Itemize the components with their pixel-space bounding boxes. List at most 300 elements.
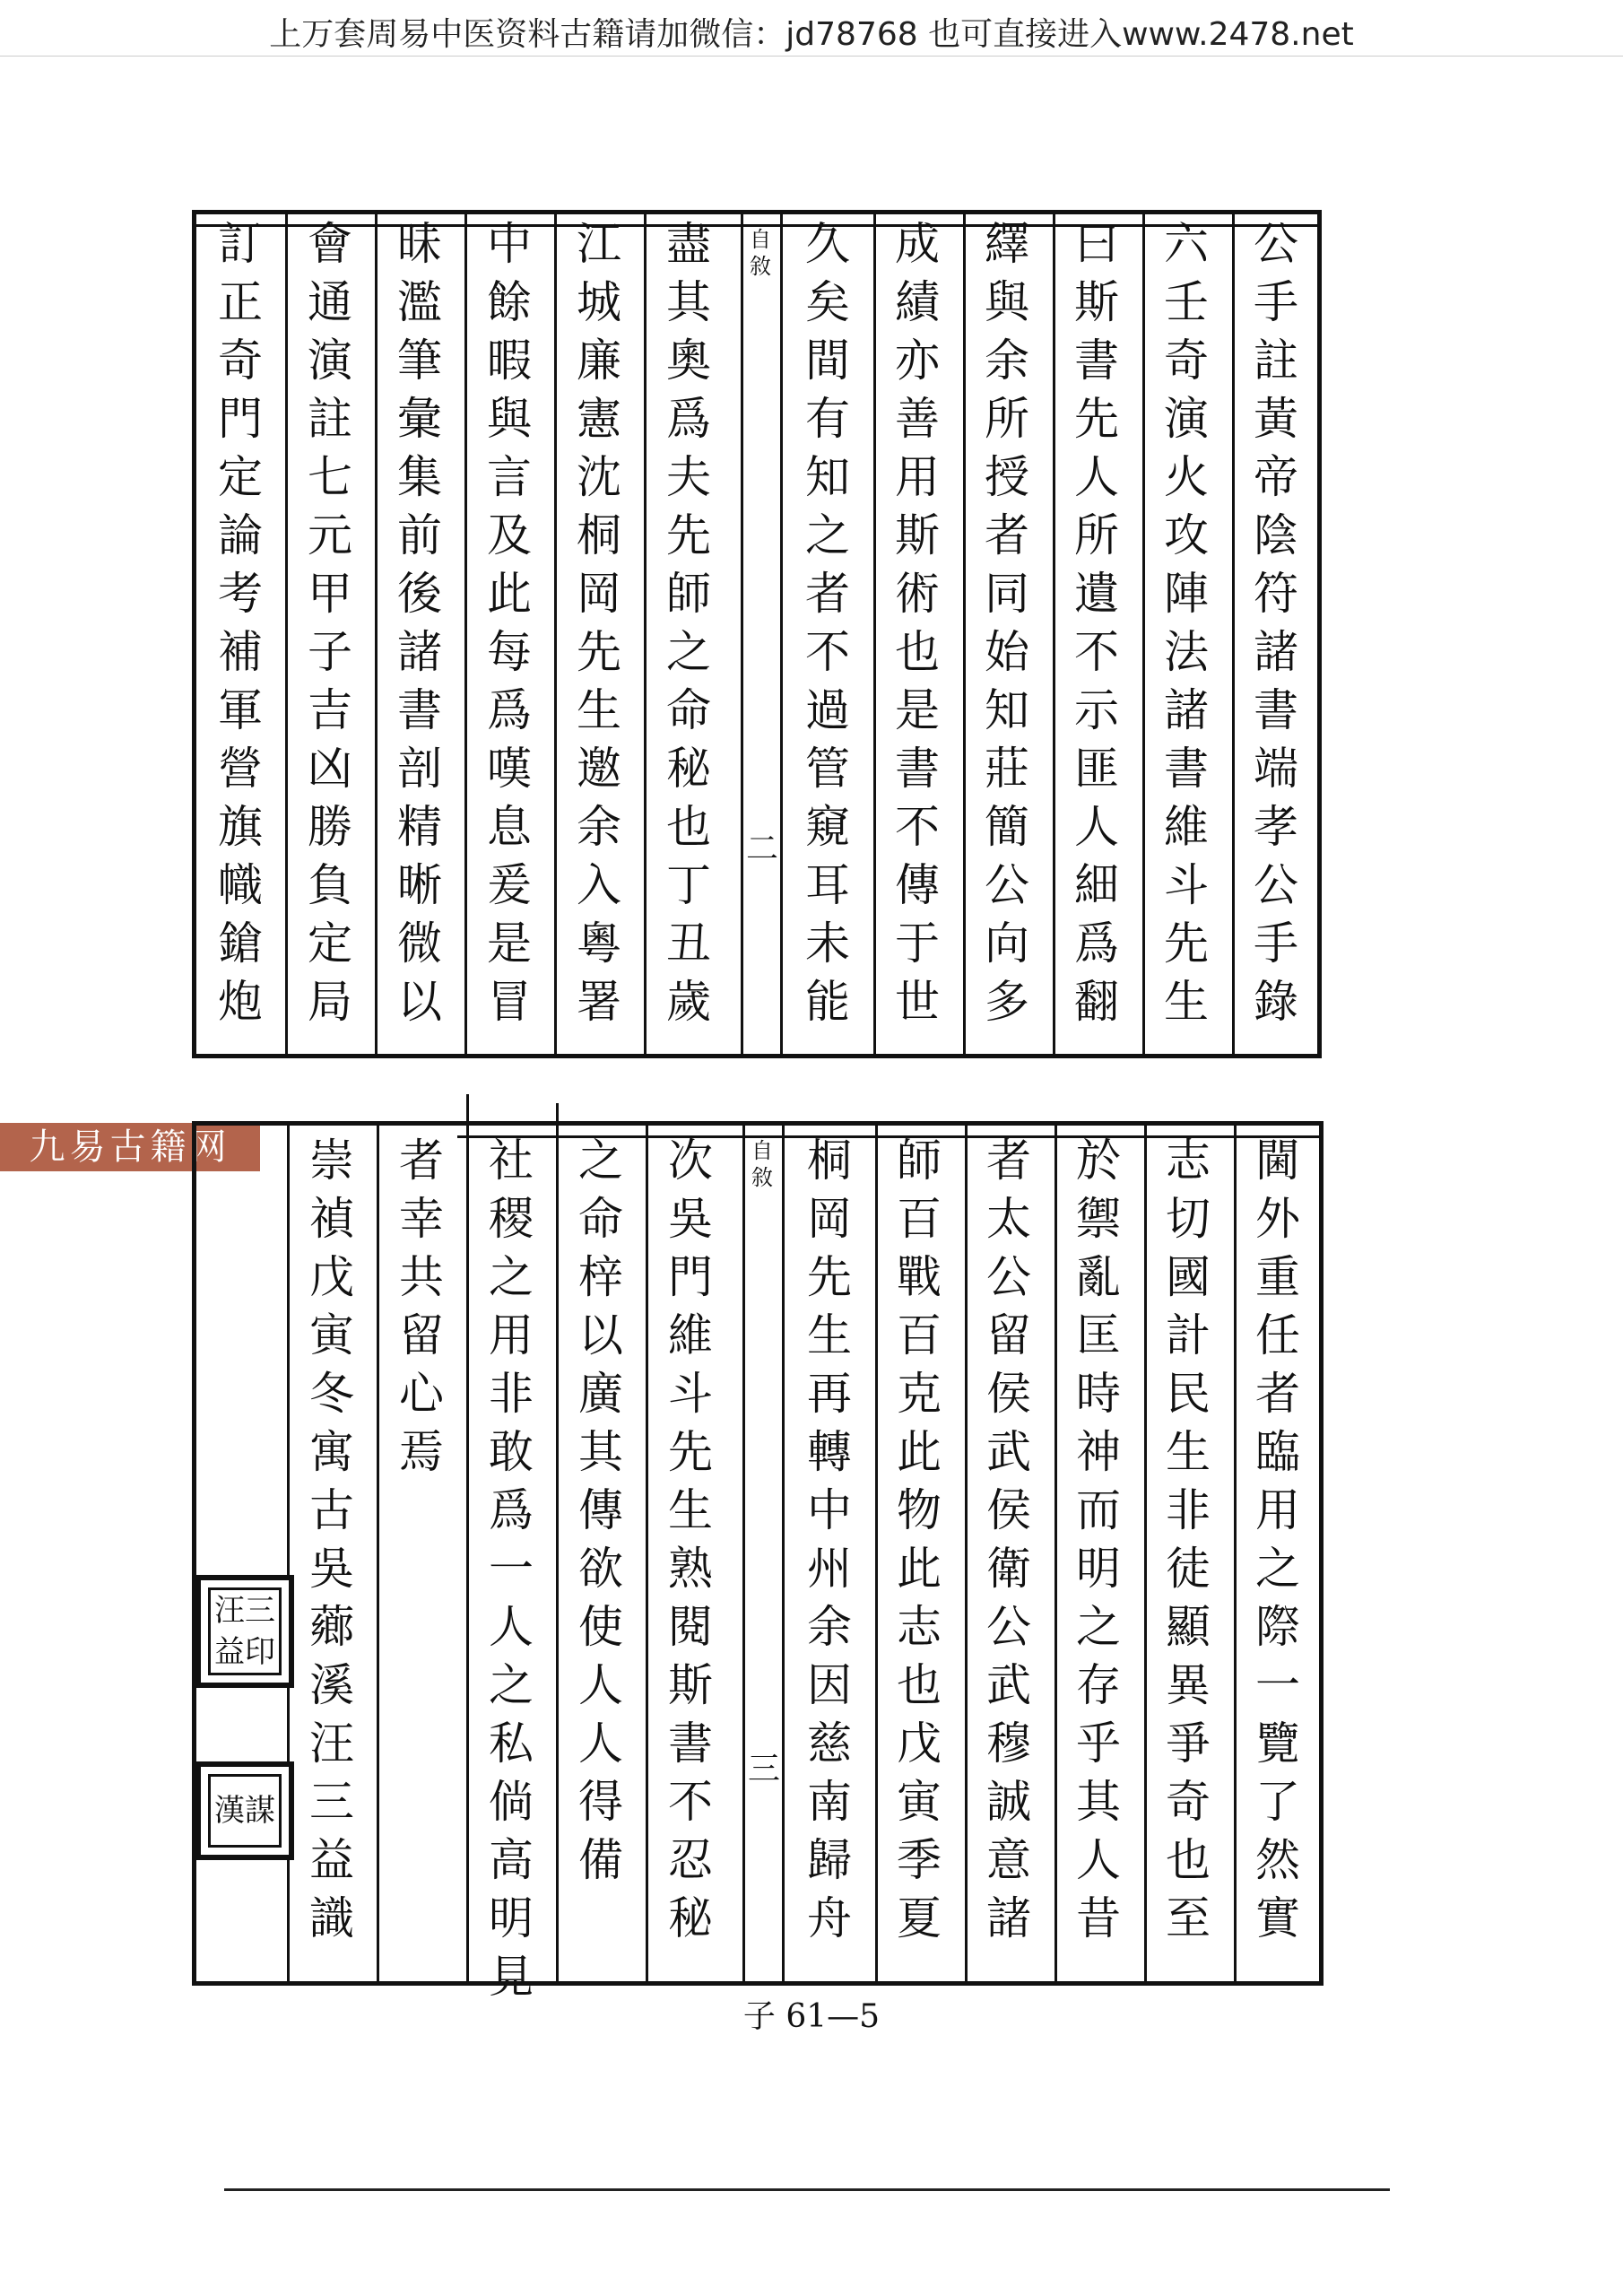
glyph: 繹 [985, 218, 1029, 270]
glyph: 軍 [218, 684, 263, 736]
glyph: 所 [985, 393, 1029, 445]
glyph: 陣 [1164, 568, 1209, 620]
upper-text-column [1247, 215, 1305, 1031]
seal-stamp-inner [208, 1587, 282, 1675]
glyph: 斯 [895, 509, 940, 561]
glyph: 餘 [487, 276, 532, 328]
glyph: 州 [807, 1543, 852, 1595]
page-reference: 子 61—5 [742, 1998, 881, 2035]
glyph: 季 [897, 1834, 942, 1886]
glyph: 神 [1076, 1426, 1121, 1478]
lower-text-column [1070, 1132, 1127, 1948]
glyph: 生 [1166, 1426, 1211, 1478]
glyph: 廣 [578, 1368, 623, 1420]
upper-text-column [301, 215, 359, 1031]
upper-text-column [570, 215, 628, 1031]
glyph: 命 [578, 1193, 623, 1245]
glyph: 夏 [897, 1892, 942, 1944]
glyph: 非 [1166, 1484, 1211, 1536]
glyph: 諸 [1254, 626, 1298, 678]
glyph: 奇 [1164, 335, 1209, 387]
upper-text-column [889, 215, 946, 1031]
glyph: 熟 [668, 1543, 713, 1595]
glyph: 其 [578, 1426, 623, 1478]
glyph: 稷 [489, 1193, 534, 1245]
glyph: 奇 [218, 335, 263, 387]
glyph: 嘆 [487, 743, 532, 795]
glyph: 一 [489, 1543, 534, 1595]
glyph: 剖 [397, 743, 442, 795]
upper-text-column [978, 215, 1036, 1031]
lower-text-column [1159, 1132, 1217, 1948]
glyph: 諸 [1164, 684, 1209, 736]
glyph: 寅 [897, 1776, 942, 1828]
glyph: 誠 [986, 1776, 1031, 1828]
glyph: 明 [1076, 1543, 1121, 1595]
glyph: 所 [1074, 509, 1119, 561]
glyph: 夫 [666, 451, 711, 503]
glyph: 錄 [1254, 976, 1298, 1028]
glyph: 書 [1254, 684, 1298, 736]
glyph: 世 [895, 976, 940, 1028]
glyph: 見 [489, 1951, 534, 2003]
glyph: 始 [985, 626, 1029, 678]
glyph: 冬 [309, 1368, 354, 1420]
lower-center-fold-rule [742, 1121, 745, 1986]
glyph: 莊 [985, 743, 1029, 795]
glyph: 定 [308, 918, 352, 970]
glyph: 寅 [309, 1309, 354, 1361]
glyph: 書 [895, 743, 940, 795]
glyph: 子 [308, 626, 352, 678]
glyph: 謀 [245, 1793, 275, 1829]
glyph: 爲 [489, 1484, 534, 1536]
glyph: 沈 [577, 451, 621, 503]
glyph: 不 [1074, 626, 1119, 678]
glyph: 於 [1076, 1135, 1121, 1187]
glyph: 是 [895, 684, 940, 736]
glyph: 炮 [218, 976, 263, 1028]
glyph: 以 [397, 976, 442, 1028]
glyph: 壬 [1164, 276, 1209, 328]
glyph: 生 [1164, 976, 1209, 1028]
glyph: 黃 [1254, 393, 1298, 445]
glyph: 微 [397, 918, 442, 970]
glyph: 間 [805, 335, 850, 387]
glyph: 門 [218, 393, 263, 445]
lower-center-fold-rule [782, 1121, 785, 1986]
glyph: 註 [308, 393, 352, 445]
glyph: 邀 [577, 743, 621, 795]
glyph: 授 [985, 451, 1029, 503]
glyph: 留 [986, 1309, 1031, 1361]
glyph: 廉 [577, 335, 621, 387]
glyph: 私 [489, 1718, 534, 1770]
glyph: 秘 [666, 743, 711, 795]
glyph: 與 [487, 393, 532, 445]
glyph: 吉 [308, 684, 352, 736]
glyph: 南 [807, 1776, 852, 1828]
glyph: 舟 [807, 1892, 852, 1944]
glyph: 用 [489, 1309, 534, 1361]
glyph: 正 [218, 276, 263, 328]
glyph: 精 [397, 801, 442, 853]
upper-center-fold-rule [780, 210, 783, 1058]
glyph: 公 [1254, 218, 1298, 270]
bottom-edge-rule [224, 2188, 1390, 2191]
glyph: 註 [1254, 335, 1298, 387]
glyph: 能 [805, 976, 850, 1028]
glyph: 自 [750, 227, 771, 252]
glyph: 不 [805, 626, 850, 678]
glyph: 攻 [1164, 509, 1209, 561]
glyph: 自 [751, 1138, 773, 1163]
glyph: 倘 [489, 1776, 534, 1828]
glyph: 師 [897, 1135, 942, 1187]
header-rule [0, 56, 1623, 57]
glyph: 簡 [985, 801, 1029, 853]
glyph: 成 [895, 218, 940, 270]
upper-column-rule [873, 210, 876, 1058]
upper-column-rule [963, 210, 966, 1058]
glyph: 際 [1255, 1601, 1300, 1653]
glyph: 志 [1166, 1135, 1211, 1187]
glyph: 于 [895, 918, 940, 970]
glyph: 之 [489, 1659, 534, 1711]
glyph: 匪 [1074, 743, 1119, 795]
glyph: 敘 [751, 1165, 773, 1190]
glyph: 再 [807, 1368, 852, 1420]
glyph: 公 [986, 1251, 1031, 1303]
glyph: 岡 [807, 1193, 852, 1245]
upper-column-rule [375, 210, 378, 1058]
glyph: 凶 [308, 743, 352, 795]
glyph: 丑 [666, 918, 711, 970]
glyph: 斗 [668, 1368, 713, 1420]
glyph: 亦 [895, 335, 940, 387]
glyph: 彙 [397, 393, 442, 445]
glyph: 余 [985, 335, 1029, 387]
glyph: 手 [1254, 918, 1298, 970]
glyph: 武 [986, 1426, 1031, 1478]
glyph: 衛 [986, 1543, 1031, 1595]
glyph: 也 [1166, 1834, 1211, 1886]
upper-text-column [1158, 215, 1215, 1031]
glyph: 前 [397, 509, 442, 561]
glyph: 諸 [397, 626, 442, 678]
lower-column-rule [1055, 1121, 1057, 1986]
glyph: 耳 [805, 859, 850, 911]
glyph: 負 [308, 859, 352, 911]
upper-text-column [212, 215, 269, 1031]
glyph: 論 [218, 509, 263, 561]
glyph: 江 [577, 218, 621, 270]
lower-text-column [1249, 1132, 1306, 1948]
glyph: 其 [666, 276, 711, 328]
glyph: 此 [897, 1543, 942, 1595]
glyph: 六 [1164, 218, 1209, 270]
glyph: 汪 [309, 1718, 354, 1770]
glyph: 績 [895, 276, 940, 328]
glyph: 顯 [1166, 1601, 1211, 1653]
glyph: 傳 [578, 1484, 623, 1536]
glyph: 帝 [1254, 451, 1298, 503]
glyph: 乎 [1076, 1718, 1121, 1770]
glyph: 有 [805, 393, 850, 445]
upper-text-column [481, 215, 538, 1031]
glyph: 定 [218, 451, 263, 503]
glyph: 益 [309, 1834, 354, 1886]
glyph: 不 [895, 801, 940, 853]
glyph: 者 [986, 1135, 1031, 1187]
glyph: 後 [397, 568, 442, 620]
glyph: 備 [578, 1834, 623, 1886]
glyph: 旗 [218, 801, 263, 853]
glyph: 與 [985, 276, 1029, 328]
glyph: 然 [1255, 1834, 1300, 1886]
upper-text-column [660, 215, 717, 1031]
lower-column-rule [377, 1121, 379, 1986]
glyph: 先 [807, 1251, 852, 1303]
glyph: 人 [489, 1601, 534, 1653]
upper-column-rule [1232, 210, 1235, 1058]
glyph: 翻 [1074, 976, 1119, 1028]
glyph: 寓 [309, 1426, 354, 1478]
lower-column-rule [646, 1121, 648, 1986]
glyph: 粵 [577, 918, 621, 970]
glyph: 七 [308, 451, 352, 503]
glyph: 細 [1074, 859, 1119, 911]
glyph: 書 [397, 684, 442, 736]
glyph: 欲 [578, 1543, 623, 1595]
glyph: 元 [308, 509, 352, 561]
glyph: 慈 [807, 1718, 852, 1770]
glyph: 書 [1164, 743, 1209, 795]
upper-column-rule [644, 210, 647, 1058]
glyph: 古 [309, 1484, 354, 1536]
glyph: 不 [668, 1776, 713, 1828]
glyph: 國 [1166, 1251, 1211, 1303]
glyph: 訂 [218, 218, 263, 270]
glyph: 汪 [214, 1593, 245, 1629]
glyph: 人 [578, 1659, 623, 1711]
glyph: 示 [1074, 684, 1119, 736]
glyph: 幸 [399, 1193, 444, 1245]
glyph: 冒 [487, 976, 532, 1028]
glyph: 岡 [577, 568, 621, 620]
glyph: 昧 [397, 218, 442, 270]
glyph: 盡 [666, 218, 711, 270]
glyph: 至 [1166, 1892, 1211, 1944]
glyph: 諸 [986, 1892, 1031, 1944]
glyph: 三 [309, 1776, 354, 1828]
glyph: 演 [1164, 393, 1209, 445]
upper-column-rule [285, 210, 288, 1058]
glyph: 者 [985, 509, 1029, 561]
glyph: 手 [1254, 276, 1298, 328]
lower-text-column [890, 1132, 948, 1948]
lower-text-column [572, 1132, 629, 1890]
glyph: 民 [1166, 1368, 1211, 1420]
glyph: 甲 [308, 568, 352, 620]
glyph: 知 [985, 684, 1029, 736]
glyph: 克 [897, 1368, 942, 1420]
lower-margin-label [751, 1137, 773, 1191]
glyph: 一 [1255, 1659, 1300, 1711]
glyph: 陰 [1254, 509, 1298, 561]
upper-text-column [1068, 215, 1125, 1031]
glyph: 筆 [397, 335, 442, 387]
glyph: 符 [1254, 568, 1298, 620]
glyph: 溪 [309, 1659, 354, 1711]
glyph: 因 [807, 1659, 852, 1711]
square-seal-stamp [195, 1761, 294, 1860]
glyph: 丁 [666, 859, 711, 911]
lower-text-column [662, 1132, 719, 1948]
glyph: 戊 [897, 1718, 942, 1770]
glyph: 益 [214, 1634, 245, 1670]
glyph: 者 [1255, 1368, 1300, 1420]
glyph: 之 [805, 509, 850, 561]
glyph: 吳 [309, 1543, 354, 1595]
glyph: 崇 [309, 1135, 354, 1187]
glyph: 斯 [1074, 276, 1119, 328]
glyph: 善 [895, 393, 940, 445]
glyph: 維 [1164, 801, 1209, 853]
glyph: 心 [399, 1368, 444, 1420]
glyph: 中 [487, 218, 532, 270]
glyph: 過 [805, 684, 850, 736]
glyph: 重 [1255, 1251, 1300, 1303]
glyph: 暇 [487, 335, 532, 387]
glyph: 城 [577, 276, 621, 328]
glyph: 師 [666, 568, 711, 620]
glyph: 遺 [1074, 568, 1119, 620]
glyph: 臨 [1255, 1426, 1300, 1478]
glyph: 梓 [578, 1251, 623, 1303]
glyph: 傳 [895, 859, 940, 911]
glyph: 太 [986, 1193, 1031, 1245]
glyph: 此 [487, 568, 532, 620]
glyph: 昔 [1076, 1892, 1121, 1944]
glyph: 此 [897, 1426, 942, 1478]
glyph: 了 [1255, 1776, 1300, 1828]
glyph: 會 [308, 218, 352, 270]
glyph: 是 [487, 918, 532, 970]
glyph: 晰 [397, 859, 442, 911]
glyph: 勝 [308, 801, 352, 853]
glyph: 奇 [1166, 1776, 1211, 1828]
lower-page-frame [192, 1121, 1324, 1986]
glyph: 歸 [807, 1834, 852, 1886]
glyph: 也 [897, 1659, 942, 1711]
glyph: 得 [578, 1776, 623, 1828]
glyph: 識 [309, 1892, 354, 1944]
lower-text-column [303, 1132, 360, 1948]
glyph: 斯 [668, 1659, 713, 1711]
glyph: 集 [397, 451, 442, 503]
glyph: 爰 [487, 859, 532, 911]
glyph: 人 [578, 1718, 623, 1770]
glyph: 未 [805, 918, 850, 970]
glyph: 術 [895, 568, 940, 620]
glyph: 而 [1076, 1484, 1121, 1536]
glyph: 者 [805, 568, 850, 620]
glyph: 計 [1166, 1309, 1211, 1361]
glyph: 知 [805, 451, 850, 503]
glyph: 同 [985, 568, 1029, 620]
glyph: 法 [1164, 626, 1209, 678]
upper-page-frame [192, 210, 1322, 1058]
glyph: 余 [807, 1601, 852, 1653]
upper-column-rule [1053, 210, 1055, 1058]
upper-column-rule [464, 210, 467, 1058]
glyph: 秘 [668, 1892, 713, 1944]
glyph: 書 [1074, 335, 1119, 387]
glyph: 用 [895, 451, 940, 503]
glyph: 生 [668, 1484, 713, 1536]
glyph: 高 [489, 1834, 534, 1886]
glyph: 爭 [1166, 1718, 1211, 1770]
glyph: 矣 [805, 276, 850, 328]
glyph: 通 [308, 276, 352, 328]
glyph: 維 [668, 1309, 713, 1361]
glyph: 書 [668, 1718, 713, 1770]
glyph: 演 [308, 335, 352, 387]
lower-column-rule [875, 1121, 878, 1986]
glyph: 穆 [986, 1718, 1031, 1770]
glyph: 之 [1255, 1543, 1300, 1595]
upper-column-rule [554, 210, 557, 1058]
glyph: 幟 [218, 859, 263, 911]
glyph: 爲 [1074, 918, 1119, 970]
glyph: 先 [668, 1426, 713, 1478]
glyph: 先 [666, 509, 711, 561]
lower-column-rule [556, 1103, 559, 1986]
glyph: 生 [577, 684, 621, 736]
glyph: 門 [668, 1251, 713, 1303]
glyph: 生 [807, 1309, 852, 1361]
glyph: 者 [399, 1135, 444, 1187]
glyph: 歲 [666, 976, 711, 1028]
lower-folio-number: 三 [748, 1751, 781, 1787]
lower-column-rule [466, 1094, 469, 1986]
glyph: 人 [1074, 451, 1119, 503]
lower-column-rule [1234, 1121, 1237, 1986]
glyph: 留 [399, 1309, 444, 1361]
glyph: 焉 [399, 1426, 444, 1478]
seal-stamp-inner [208, 1774, 282, 1848]
glyph: 斗 [1164, 859, 1209, 911]
glyph: 敢 [489, 1426, 534, 1478]
glyph: 志 [897, 1601, 942, 1653]
glyph: 意 [986, 1834, 1031, 1886]
lower-text-column [482, 1132, 540, 2006]
site-watermark-logo: 九易古籍网 [0, 1123, 260, 1171]
glyph: 之 [1076, 1601, 1121, 1653]
glyph: 曰 [1074, 218, 1119, 270]
glyph: 爲 [487, 684, 532, 736]
glyph: 中 [807, 1484, 852, 1536]
glyph: 敘 [750, 254, 771, 279]
upper-text-column [391, 215, 448, 1031]
glyph: 每 [487, 626, 532, 678]
glyph: 考 [218, 568, 263, 620]
glyph: 任 [1255, 1309, 1300, 1361]
glyph: 公 [985, 859, 1029, 911]
glyph: 吳 [668, 1193, 713, 1245]
upper-column-rule [1142, 210, 1145, 1058]
